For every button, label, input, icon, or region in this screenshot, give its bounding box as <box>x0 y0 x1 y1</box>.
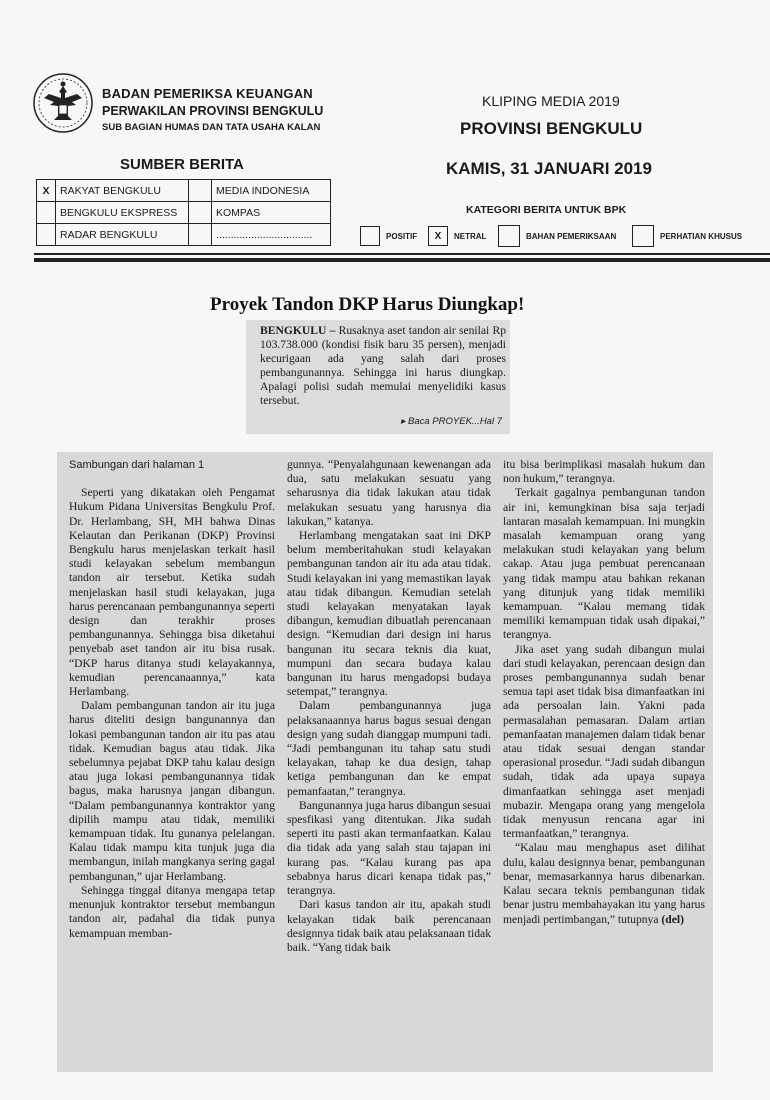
paragraph: Seperti yang dikatakan oleh Pengamat Hukum Pidana Universitas Bengkulu Prof. Dr. Herlambang, SH, MH bahwa Dinas Kelautan dan Perikanan (DKP) Provinsi Bengkulu harus menjelaskan terkait hasil studi kelayakan sebelum membangun tandon air tersebut. Ketika sudah menjelaskan hasil studi kelayakan, juga harus perencanaan pembangunannya seperti design dan terakhir proses pembangunannya. Sehingga bisa diketahui penyebab aset tandon air itu bisa rusak. “DKP harus ditanya studi kelayakannya, kemudian perencanaannya,” kata Herlambang. <box>69 486 275 699</box>
divider <box>34 253 770 255</box>
article-lead <box>260 324 506 408</box>
source-checkbox <box>37 224 56 246</box>
source-name: BENGKULU EKSPRESS <box>56 202 189 224</box>
category-label: NETRAL <box>454 231 487 241</box>
garuda-emblem-icon <box>32 72 94 134</box>
category-checkbox: X <box>428 226 448 246</box>
org-subdivision: SUB BAGIAN HUMAS DAN TATA USAHA KALAN <box>102 122 321 133</box>
category-label: BAHAN PEMERIKSAAN <box>526 231 617 241</box>
continued-on-text: Baca PROYEK...Hal 7 <box>408 416 502 427</box>
source-name: MEDIA INDONESIA <box>212 180 331 202</box>
paragraph: gunnya. “Penyalahgunaan kewenangan ada dua, satu melakukan sesuatu yang seharusnya dia tidak lakukan atau tidak melakukan sesuatu yang harusnya dia lakukan,” katanya. <box>287 458 491 528</box>
source-row <box>37 224 331 246</box>
paragraph: Bangunannya juga harus dibangun sesuai spesfikasi yang ditentukan. Jika sudah seperti itu pasti akan termanfaatkan. Kalau dia tidak ada yang salah stau tajapan ini kurang pas. “Kalau kurang pas apa sebabnya harus dicari kenapa tidak pas,” terangnya. <box>287 798 491 898</box>
paragraph: Terkait gagalnya pembangunan tandon air ini, kemungkinan bisa saja terjadi lantaran masalah kemampuan. Ini mungkin masalah kemampuan orang yang melakukan studi kelayakan yang belum cakap. Atau juga pembuat perencanaan yang tidak mampu atau bahkan rekanan yang ditunjuk yang tidak memiliki kemampuan. “Kalau memang tidak memiliki kemampuan tidak usah dipakai,” terangnya. <box>503 486 705 642</box>
paragraph: itu bisa berimplikasi masalah hukum dan non hukum,” terangnya. <box>503 458 705 486</box>
source-checkbox: X <box>37 180 56 202</box>
category-label: PERHATIAN KHUSUS <box>660 231 743 241</box>
source-section-title: SUMBER BERITA <box>120 156 244 173</box>
source-name: RADAR BENGKULU <box>56 224 189 246</box>
continued-on: ▸ Baca PROYEK...Hal 7 <box>400 416 502 427</box>
article-headline: Proyek Tandon DKP Harus Diungkap! <box>210 294 525 315</box>
category-label: POSITIF <box>386 231 418 241</box>
lead-text: Rusaknya aset tandon air senilai Rp 103.738.000 (kondisi fisik baru 35 persen), menjadi kecurigaan ada yang salah dari proses pembangunannya. Sehingga ini harus diungkap. Apalagi polisi sudah memulai menyelidiki kasus tersebut. <box>260 324 506 407</box>
paragraph <box>503 841 705 926</box>
category-checkbox <box>632 225 654 247</box>
article-column-1 <box>69 458 275 941</box>
paragraph-text: “Kalau mau menghapus aset dilihat dulu, kalau designnya benar, pembangunan benar, memasarkannya harus dibenarkan. Kalau secara teknis pembangunan tidak benar justru membahayakan itu yang harus menjadi pertimbangan,” tutupnya <box>503 841 705 926</box>
source-checkbox <box>37 202 56 224</box>
paragraph: Herlambang mengatakan saat ini DKP belum memberitahukan studi kelayakan pembangunan tandon air itu ada atau tidak. Studi kelayakan ini yang memastikan layak atau tidak dibangun. Kemudian setelah studi kelayakan menyatakan layak dibangun, kemudian dibuatlah perencanaan design. “Kemudian dari design ini harus bangunan itu secara teknis dia kuat, mumpuni dan secara budaya kalau bangunan itu harus mengadopsi budaya setempat,” terangnya. <box>287 529 491 699</box>
dateline: BENGKULU – <box>260 324 336 337</box>
article-lead-clipping <box>246 320 510 434</box>
source-row <box>37 202 331 224</box>
paragraph: Dari kasus tandon air itu, apakah studi kelayakan tidak baik perencanaan designnya tidak baik atau pelaksanaan tidak baik. “Yang tidak baik <box>287 898 491 954</box>
issue-date: KAMIS, 31 JANUARI 2019 <box>446 159 652 178</box>
category-checkbox <box>498 225 520 247</box>
source-checkbox <box>189 224 212 246</box>
org-branch: PERWAKILAN PROVINSI BENGKULU <box>102 104 324 118</box>
category-checkbox <box>360 226 380 246</box>
category-title: KATEGORI BERITA UNTUK BPK <box>466 204 627 216</box>
divider <box>34 258 770 262</box>
kliping-title: KLIPING MEDIA 2019 <box>482 93 620 109</box>
source-row <box>37 180 331 202</box>
province-title: PROVINSI BENGKULU <box>460 119 643 138</box>
paragraph: Jika aset yang sudah dibangun mulai dari studi kelayakan, perencaan design dan proses pembangunannya sudah benar semua tapi aset tidak bisa dimanfaatkan ini ada persoalan lain. Yakni pada permasalahan pemasaran. Dalam artian pemanfaatan manajemen dalam tidak benar atau tidak sesuai dengan standar operasional prosedur. “Jadi sudah dibangun sudah, tidak ada upaya supaya dimanfaatkan sehingga aset menjadi mubazir. Mengapa orang yang mengelola tidak menyusun rencana agar ini termanfaatkan,” terangnya. <box>503 642 705 841</box>
category-perhatian-khusus <box>632 225 742 247</box>
category-bahan-pemeriksaan <box>498 225 616 247</box>
source-name: ................................. <box>212 224 331 246</box>
author-signature: (del) <box>661 912 684 926</box>
paragraph: Dalam pembangunan tandon air itu juga harus diteliti design bangunannya dan lokasi pembangunan tandon air itu pas atau tidak. Kemudian bagus atau tidak. Jika sebelumnya pejabat DKP tahu kalau design atau juga lokasi pembangunannya tidak bagus, maka harusnya jangan dibangun. “Dalam pembangunannya kontraktor yang dipilih mampu atau tidak, memiliki kemampuan tidak. Itu gunanya pelelangan. Kalau tidak mampu kita tunjuk juga dia membangun, inilah mangkanya sering gagal pembangunan,” ujar Herlambang. <box>69 699 275 883</box>
source-name: KOMPAS <box>212 202 331 224</box>
article-continuation-clipping <box>57 452 713 1072</box>
continued-from: Sambungan dari halaman 1 <box>69 459 205 471</box>
source-checkbox <box>189 202 212 224</box>
news-source-table <box>36 179 331 246</box>
category-netral <box>428 225 486 247</box>
category-positif <box>360 225 417 247</box>
source-name: RAKYAT BENGKULU <box>56 180 189 202</box>
source-checkbox <box>189 180 212 202</box>
org-name: BADAN PEMERIKSA KEUANGAN <box>102 86 313 101</box>
article-column-3 <box>503 458 705 927</box>
paragraph: Sehingga tinggal ditanya mengapa tetap menunjuk kontraktor tersebut membangun tandon air, padahal dia tidak punya kemampuan memban- <box>69 883 275 940</box>
article-column-2 <box>287 458 491 955</box>
paragraph: Dalam pembangunannya juga pelaksanaannya harus bagus sesuai dengan design yang sudah dianggap mumpuni tadi. “Jadi pembangunan itu tahap satu studi kelayakan, tahap ke dua design, tahap ketiga pembangunan dan ke empat pemanfaatan,” terangnya. <box>287 699 491 798</box>
